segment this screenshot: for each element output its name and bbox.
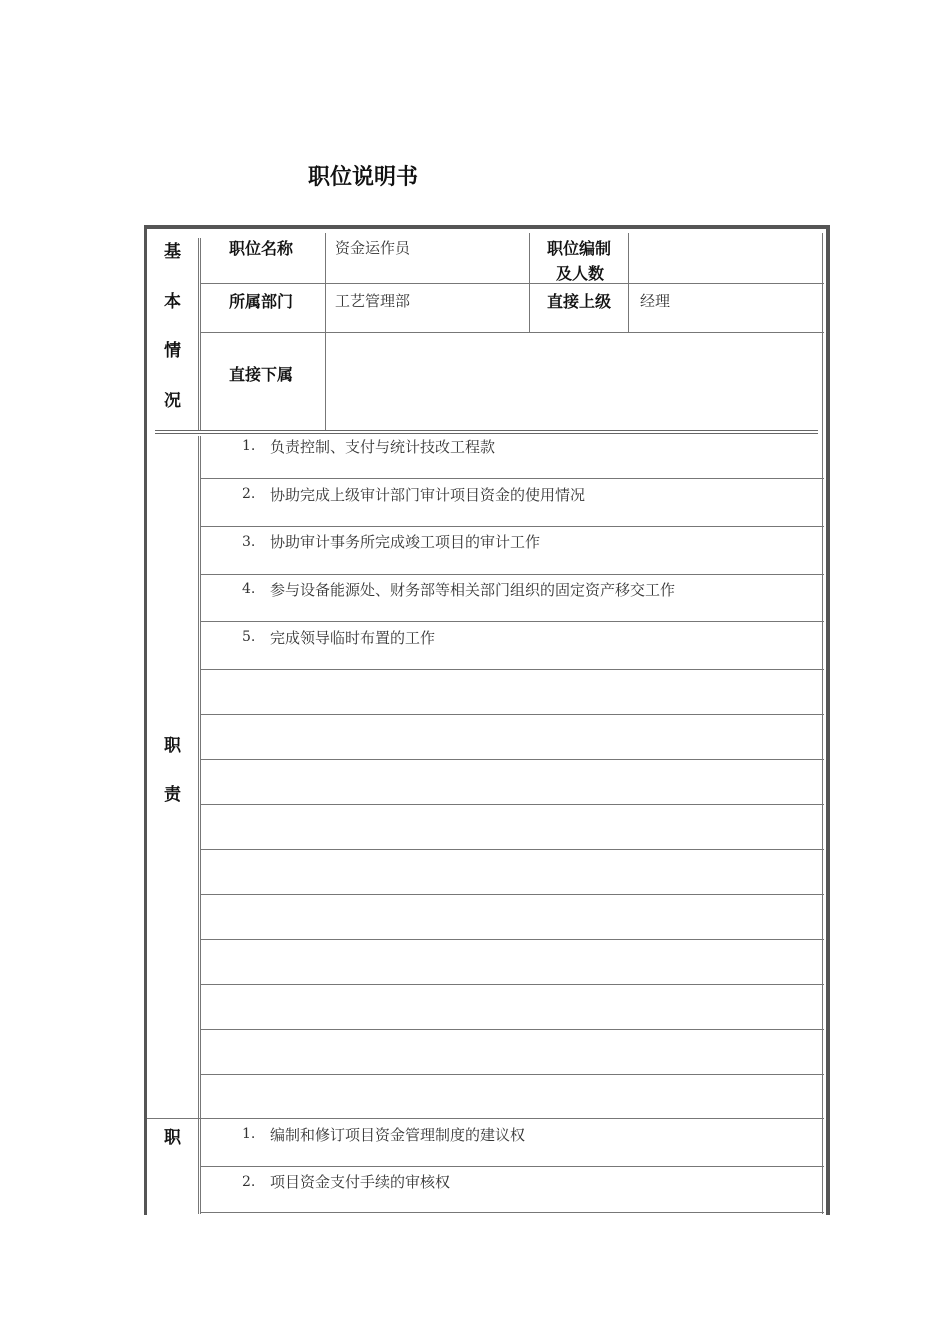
right-number: 2. [242,1174,256,1190]
duty-item: 完成领导临时布置的工作 [270,629,436,647]
row-divider [200,1212,824,1213]
row-divider [200,939,824,940]
section-rights-char: 职 [164,1128,181,1148]
row-divider [200,714,824,715]
column-divider [822,233,823,1214]
section-basic-char: 基 [164,242,181,262]
row-divider [200,332,824,333]
duty-number: 1. [242,438,256,454]
row-divider [200,984,824,985]
row-divider [200,1074,824,1075]
row-divider [200,804,824,805]
duty-item: 协助审计事务所完成竣工项目的审计工作 [270,533,541,551]
subordinate-label: 直接下属 [229,365,294,384]
duty-number: 2. [242,486,256,502]
row-divider [200,1029,824,1030]
section-duties-char: 职 [164,736,181,756]
superior-label: 直接上级 [547,292,612,311]
section-duties-char: 责 [164,785,181,805]
department-label: 所属部门 [229,292,294,311]
duty-number: 4. [242,581,256,597]
section-divider [147,1118,824,1119]
column-divider [529,233,530,332]
section-divider [155,430,818,431]
row-divider [200,283,824,284]
section-basic-char: 本 [164,292,181,312]
column-divider [325,233,326,430]
page-title: 职位说明书 [308,165,419,190]
row-divider [200,478,824,479]
row-divider [200,849,824,850]
right-number: 1. [242,1126,256,1142]
duty-item: 参与设备能源处、财务部等相关部门组织的固定资产移交工作 [270,581,676,599]
column-divider [198,436,199,1214]
headcount-label-line2: 及人数 [556,264,605,283]
department-value: 工艺管理部 [335,292,411,310]
row-divider [200,526,824,527]
section-divider [155,433,818,434]
column-divider [200,436,201,1214]
right-item: 项目资金支付手续的审核权 [270,1173,451,1191]
row-divider [200,759,824,760]
headcount-label: 职位编制 [547,239,612,258]
superior-value: 经理 [640,292,671,310]
column-divider [198,238,199,430]
duty-item: 协助完成上级审计部门审计项目资金的使用情况 [270,486,586,504]
column-divider [628,233,629,332]
row-divider [200,621,824,622]
row-divider [200,669,824,670]
row-divider [200,574,824,575]
duty-number: 3. [242,534,256,550]
row-divider [200,894,824,895]
row-divider [200,1166,824,1167]
position-name-value: 资金运作员 [335,239,411,257]
position-name-label: 职位名称 [229,239,294,258]
duty-item: 负责控制、支付与统计技改工程款 [270,438,496,456]
duty-number: 5. [242,629,256,645]
section-basic-char: 情 [164,341,181,361]
section-basic-char: 况 [164,391,181,411]
column-divider [200,238,201,430]
right-item: 编制和修订项目资金管理制度的建议权 [270,1126,526,1144]
